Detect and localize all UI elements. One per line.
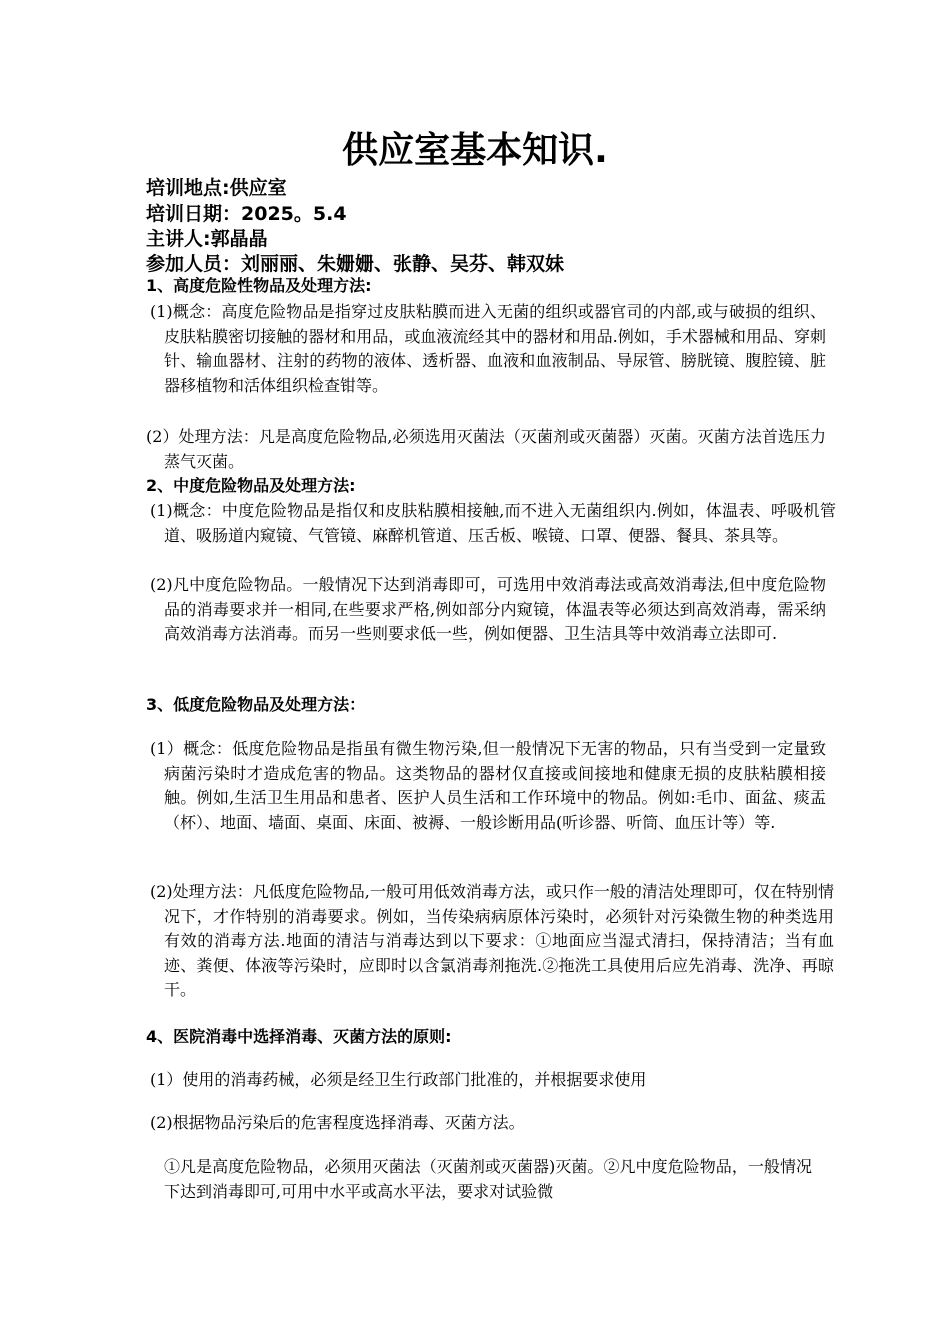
section-1-paragraph-2: (2）处理方法：凡是高度危险物品,必须选用灭菌法（灭菌剂或灭菌器）灭菌。灭菌方法首选压力蒸气灭菌。: [146, 427, 826, 471]
section-1-heading: 1、高度危险性物品及处理方法:: [146, 276, 372, 295]
document-title: 供应室基本知识.: [342, 130, 608, 171]
training-date: 培训日期：2025。5.4: [146, 203, 347, 225]
speaker: 主讲人:郭晶晶: [146, 228, 268, 250]
section-4-paragraph-3: ①凡是高度危险物品，必须用灭菌法（灭菌剂或灭菌器)灭菌。②凡中度危险物品，一般情况下达到消毒即可,可用中水平或高水平法，要求对试验微: [164, 1157, 812, 1201]
section-4-heading: 4、医院消毒中选择消毒、灭菌方法的原则:: [146, 1027, 452, 1046]
section-2-heading: 2、中度危险物品及处理方法:: [146, 476, 356, 495]
section-4-paragraph-1: (1）使用的消毒药械，必须是经卫生行政部门批准的，并根据要求使用: [150, 1070, 647, 1089]
section-2-paragraph-2: (2)凡中度危险物品。一般情况下达到消毒即可，可选用中效消毒法或高效消毒法,但中度危险物品的消毒要求并一相同,在些要求严格,例如部分内窥镜，体温表等必须达到高效消毒，需采纳高效消毒方法消毒。而另一些则要求低一些，例如便器、卫生洁具等中效消毒立法即可.: [150, 575, 826, 643]
section-2-paragraph-1: (1)概念：中度危险物品是指仅和皮肤粘膜相接触,而不进入无菌组织内.例如，体温表、呼吸机管道、吸肠道内窥镜、气管镜、麻醉机管道、压舌板、喉镜、口罩、便器、餐具、茶具等。: [150, 501, 836, 545]
section-3-paragraph-1: (1）概念：低度危险物品是指虽有微生物污染,但一般情况下无害的物品，只有当受到一定量致病菌污染时才造成危害的物品。这类物品的器材仅直接或间接地和健康无损的皮肤粘膜相接触。例如,生活卫生用品和患者、医护人员生活和工作环境中的物品。例如:毛巾、面盆、痰盂（杯）、地面、墙面、桌面、床面、被褥、一般诊断用品(听诊器、听筒、血压计等）等.: [150, 739, 826, 832]
section-1-paragraph-1: (1)概念：高度危险物品是指穿过皮肤粘膜而进入无菌的组织或器官司的内部,或与破损的组织、皮肤粘膜密切接触的器材和用品，或血液流经其中的器材和用品.例如，手术器械和用品、穿刺针、输血器材、注射的药物的液体、透析器、血液和血液制品、导尿管、膀胱镜、腹腔镜、脏器移植物和活体组织检查钳等。: [150, 302, 826, 395]
section-4-paragraph-2: (2)根据物品污染后的危害程度选择消毒、灭菌方法。: [150, 1113, 525, 1132]
section-3-paragraph-2: (2)处理方法：凡低度危险物品,一般可用低效消毒方法，或只作一般的清洁处理即可，仅在特别情况下，才作特别的消毒要求。例如，当传染病病原体污染时，必须针对污染微生物的种类选用有效的消毒方法.地面的清洁与消毒达到以下要求：①地面应当湿式清扫，保持清洁；当有血迹、粪便、体液等污染时，应即时以含氯消毒剂拖洗.②拖洗工具使用后应先消毒、洗净、再晾干。: [150, 882, 834, 999]
training-location: 培训地点:供应室: [146, 177, 287, 199]
attendees: 参加人员：刘丽丽、朱姗姗、张静、吴芬、韩双妹: [146, 253, 565, 275]
section-3-heading: 3、低度危险物品及处理方法：: [146, 695, 366, 714]
